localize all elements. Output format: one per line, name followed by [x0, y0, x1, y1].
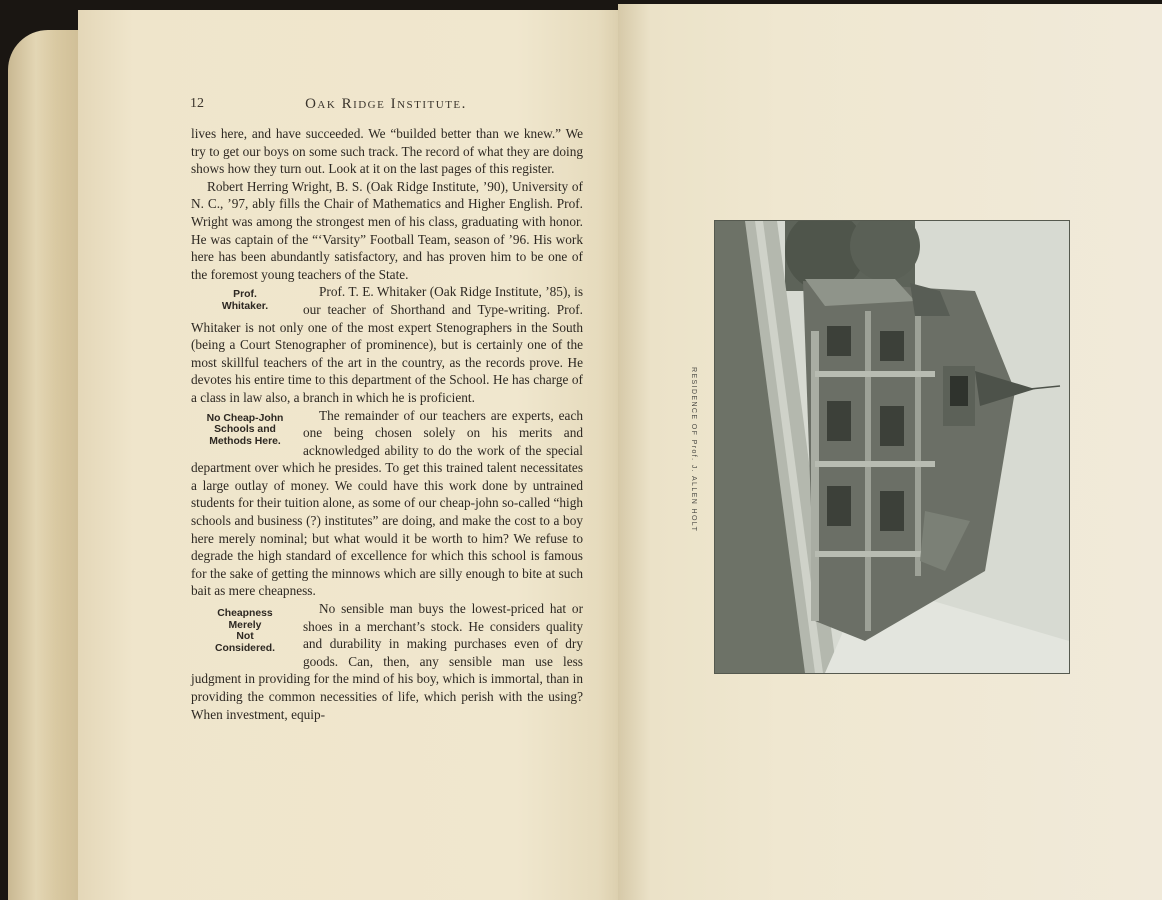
- plate-caption: RESIDENCE OF Prof. J. ALLEN HOLT: [690, 367, 697, 533]
- page-edges: [8, 30, 88, 900]
- running-title: Oak Ridge Institute.: [305, 96, 467, 112]
- margin-note-cheapness: Cheapness Merely Not Considered.: [214, 608, 276, 654]
- paragraph: No sensible man buys the lowest-priced hat or shoes in a merchant’s stock. He considers quality and durability in making purchases even of dry goods. Can, then, any sensible man use less judgment in providing for the mind of his boy, which is immortal, than in providing the common necessities of life, which perish with the using? When investment, equip-: [191, 601, 583, 722]
- paragraph: Prof. T. E. Whitaker (Oak Ridge Institute, ’85), is our teacher of Shorthand and Type-writing. Prof. Whitaker is not only one of the most expert Stenographers in the South (being a Court Stenographer of prominence), but is certainly one of the most skillful teachers of the art in the country, as the records prove. He devotes his entire time to this department of the School. He has charge of a class in law also, a branch in which he is proficient.: [191, 284, 583, 405]
- page-header: [190, 96, 582, 114]
- residence-photograph: [714, 220, 1070, 674]
- margin-note-cheap-john: No Cheap-John Schools and Methods Here.: [206, 412, 284, 447]
- paragraph: Robert Herring Wright, B. S. (Oak Ridge Institute, ’90), University of N. C., ’97, ably fills the Chair of Mathematics and Higher English. Prof. Wright was among the strongest men of his class, graduating with honor. He was captain of the “‘Varsity” Football Team, season of ’96. His work here has been abundantly satisfactory, and has proven him to be one of the foremost young teachers of the State.: [191, 178, 583, 282]
- paragraph: lives here, and have succeeded. We “builded better than we knew.” We try to get our boys on some such track. The record of what they are doing shows how they turn out. Look at it on the last pages of this register.: [191, 126, 583, 177]
- house-illustration: [715, 221, 1069, 673]
- body-text: [191, 125, 583, 723]
- paragraph: The remainder of our teachers are experts, each one being chosen solely on his merits and acknowledged ability to do the work of the special department over which he presides. To get this trained talent necessitates a large outlay of money. We could have this work done by untrained students for their tuition alone, as some of our cheap-john so-called “high schools and business (?) institutes” are doing, and make the cost to a boy here merely nominal; but what would it be worth to him? We refuse to degrade the high standard of excellence for which this school is famous for the sake of getting the minnows which are silly enough to bite at such bait as mere cheapness.: [191, 407, 583, 599]
- margin-note-whitaker: Prof. Whitaker.: [221, 289, 269, 312]
- page-number: 12: [190, 96, 204, 111]
